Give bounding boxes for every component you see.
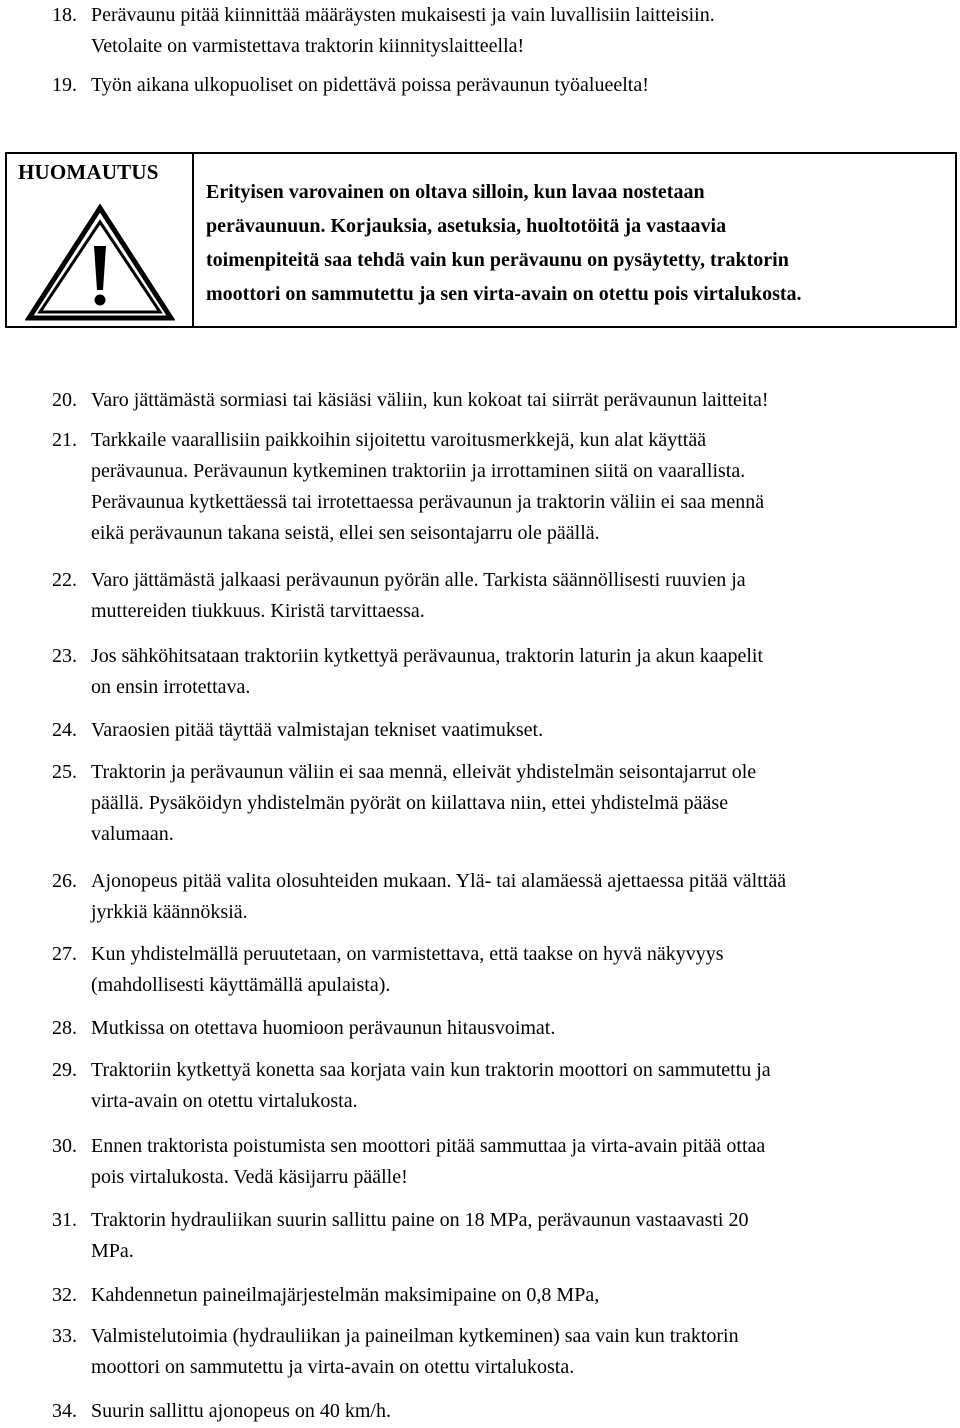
item-number: 31. [52, 1209, 77, 1231]
item-text: Traktorin hydrauliikan suurin sallittu paine on 18 MPa, perävaunun vastaavasti 20 MPa. [91, 1209, 749, 1262]
list-item [52, 641, 957, 703]
list-item [52, 1131, 957, 1193]
list-item [52, 1205, 957, 1267]
item-text: Varo jättämästä sormiasi tai käsiäsi väliin, kun kokoat tai siirrät perävaunun laitteita! [91, 389, 769, 411]
item-number: 30. [52, 1135, 77, 1157]
list-item [52, 1055, 957, 1117]
notice-label-cell [7, 154, 194, 326]
item-text: Ajonopeus pitää valita olosuhteiden mukaan. Ylä- tai alamäessä ajettaessa pitää välttää jyrkkiä käännöksiä. [91, 870, 787, 923]
list-item [52, 1396, 957, 1427]
notice-box [5, 152, 957, 328]
item-text: Työn aikana ulkopuoliset on pidettävä poissa perävaunun työalueelta! [91, 74, 649, 96]
item-number: 27. [52, 943, 77, 965]
item-text: Suurin sallittu ajonopeus on 40 km/h. [91, 1400, 391, 1422]
item-text: Valmistelutoimia (hydrauliikan ja paineilman kytkeminen) saa vain kun traktorin moottori on sammutettu ja virta-avain on otettu virtalukosta. [91, 1325, 739, 1378]
item-number: 29. [52, 1059, 77, 1081]
warning-triangle-icon [25, 204, 175, 322]
notice-text: Erityisen varovainen on oltava silloin, kun lavaa nostetaan perävaunuun. Korjauksia, asetuksia, huoltotöitä ja vastaavia toimenpiteitä saa tehdä vain kun perävaunu on pysäytetty, traktorin moottori on sammutettu ja sen virta-avain on otettu pois virtalukosta. [206, 181, 802, 305]
item-number: 23. [52, 645, 77, 667]
item-number: 20. [52, 389, 77, 411]
item-text: Kun yhdistelmällä peruutetaan, on varmistettava, että taakse on hyvä näkyvyys (mahdollisesti käyttämällä apulaista). [91, 943, 724, 996]
item-number: 33. [52, 1325, 77, 1347]
item-number: 24. [52, 719, 77, 741]
item-text: Ennen traktorista poistumista sen moottori pitää sammuttaa ja virta-avain pitää ottaa pois virtalukosta. Vedä käsijarru päälle! [91, 1135, 766, 1188]
list-item [52, 757, 957, 850]
item-text: Jos sähköhitsataan traktoriin kytkettyä perävaunua, traktorin laturin ja akun kaapelit on ensin irrotettava. [91, 645, 764, 698]
item-number: 19. [52, 74, 77, 96]
item-number: 25. [52, 761, 77, 783]
item-text: Perävaunu pitää kiinnittää määräysten mukaisesti ja vain luvallisiin laitteisiin. Vetolaite on varmistettava traktorin kiinnityslaitteella! [91, 4, 715, 57]
list-item [52, 1013, 957, 1044]
list-item [52, 70, 957, 101]
item-text: Traktorin ja perävaunun väliin ei saa mennä, elleivät yhdistelmän seisontajarrut ole päällä. Pysäköidyn yhdistelmän pyörät on kiilattava niin, ettei yhdistelmä pääse valumaan. [91, 761, 757, 845]
list-item [52, 565, 957, 627]
item-text: Varo jättämästä jalkaasi perävaunun pyörän alle. Tarkista säännöllisesti ruuvien ja muttereiden tiukkuus. Kiristä tarvittaessa. [91, 569, 746, 622]
list-item [52, 866, 957, 928]
item-number: 34. [52, 1400, 77, 1422]
item-text: Traktoriin kytkettyä konetta saa korjata vain kun traktorin moottori on sammutettu ja virta-avain on otettu virtalukosta. [91, 1059, 771, 1112]
list-item [52, 0, 957, 62]
item-number: 21. [52, 429, 77, 451]
list-item [52, 715, 957, 746]
item-text: Varaosien pitää täyttää valmistajan tekniset vaatimukset. [91, 719, 544, 741]
list-item [52, 1321, 957, 1383]
item-text: Mutkissa on otettava huomioon perävaunun hitausvoimat. [91, 1017, 556, 1039]
item-number: 18. [52, 4, 77, 26]
item-number: 28. [52, 1017, 77, 1039]
list-item [52, 939, 957, 1001]
list-item [52, 385, 957, 416]
list-item [52, 1280, 957, 1311]
item-text: Tarkkaile vaarallisiin paikkoihin sijoitettu varoitusmerkkejä, kun alat käyttää perävaunua. Perävaunun kytkeminen traktoriin ja irrottaminen siitä on vaarallista. Perävaunua kytkettäessä tai irrotettaessa perävaunun ja traktorin väliin ei saa mennä eikä perävaunun takana seistä, ellei sen seisontajarru ole päällä. [91, 429, 765, 544]
list-item [52, 425, 957, 549]
notice-label: HUOMAUTUS [18, 160, 159, 184]
item-number: 26. [52, 870, 77, 892]
item-number: 22. [52, 569, 77, 591]
item-number: 32. [52, 1284, 77, 1306]
item-text: Kahdennetun paineilmajärjestelmän maksimipaine on 0,8 MPa, [91, 1284, 600, 1306]
